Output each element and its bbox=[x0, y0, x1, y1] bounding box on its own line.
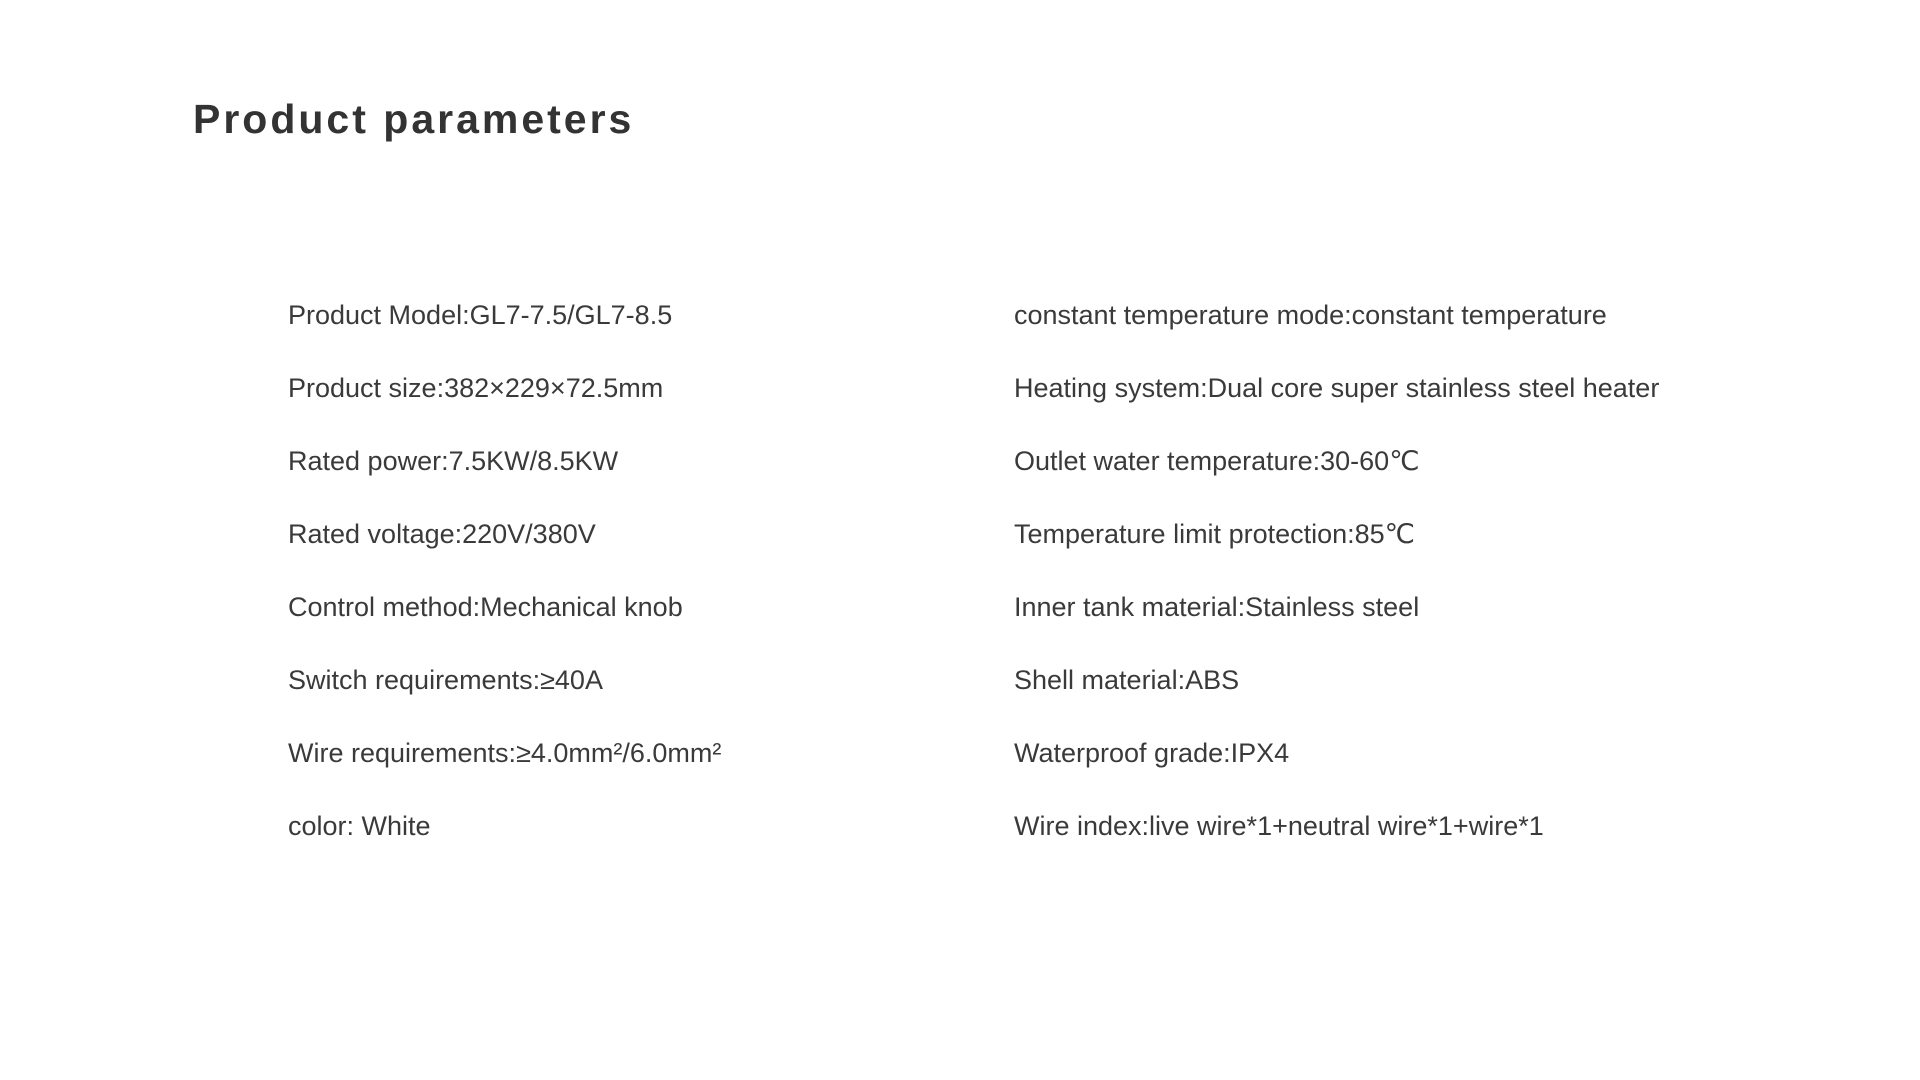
spec-item-temperature-mode: constant temperature mode:constant temperature bbox=[1014, 300, 1607, 330]
spec-item-product-size: Product size:382×229×72.5mm bbox=[288, 373, 664, 403]
spec-item-wire-index: Wire index:live wire*1+neutral wire*1+wire*1 bbox=[1014, 811, 1544, 841]
spec-item-color: color: White bbox=[288, 811, 431, 841]
spec-item-shell-material: Shell material:ABS bbox=[1014, 665, 1240, 695]
spec-list-left bbox=[288, 284, 721, 868]
page-title: Product parameters bbox=[193, 96, 635, 142]
spec-item-temperature-limit: Temperature limit protection:85℃ bbox=[1014, 519, 1415, 549]
spec-item-rated-power: Rated power:7.5KW/8.5KW bbox=[288, 446, 619, 476]
spec-item-outlet-water-temperature: Outlet water temperature:30-60℃ bbox=[1014, 446, 1420, 476]
spec-item-wire-requirements: Wire requirements:≥4.0mm²/6.0mm² bbox=[288, 738, 722, 768]
spec-item-product-model: Product Model:GL7-7.5/GL7-8.5 bbox=[288, 300, 673, 330]
spec-item-switch-requirements: Switch requirements:≥40A bbox=[288, 665, 603, 695]
spec-item-waterproof-grade: Waterproof grade:IPX4 bbox=[1014, 738, 1290, 768]
spec-item-inner-tank-material: Inner tank material:Stainless steel bbox=[1014, 592, 1420, 622]
spec-item-heating-system: Heating system:Dual core super stainless steel heater bbox=[1014, 373, 1660, 403]
spec-list-right bbox=[1014, 284, 1659, 868]
spec-item-rated-voltage: Rated voltage:220V/380V bbox=[288, 519, 596, 549]
spec-item-control-method: Control method:Mechanical knob bbox=[288, 592, 683, 622]
